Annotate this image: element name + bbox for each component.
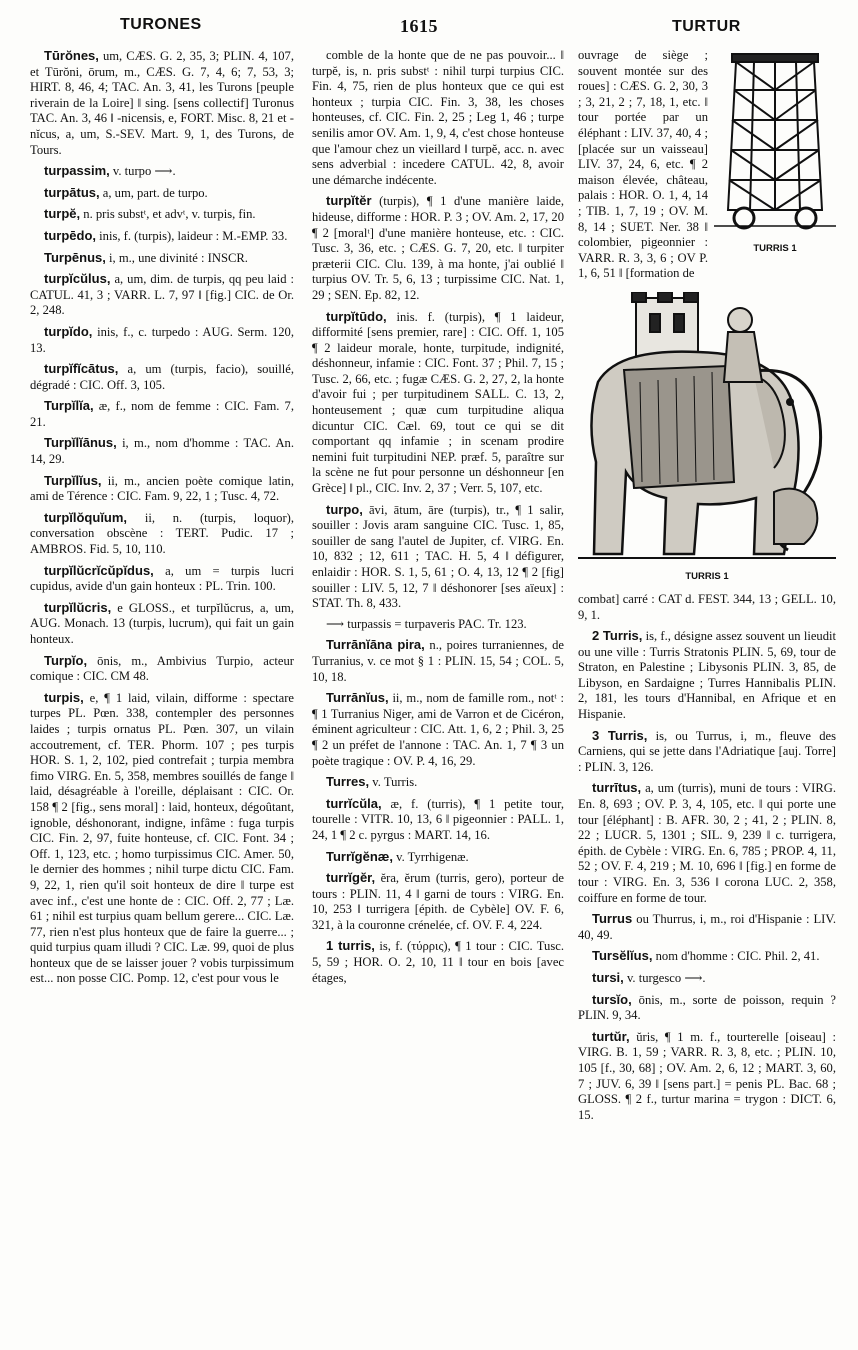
figure-caption-big: TURRIS 1 [685, 570, 729, 582]
dictionary-entry [578, 1029, 836, 1124]
entry-definition: ōnis, m., sorte de poisson, requin ? PLIN. 9, 34. [578, 992, 836, 1023]
entry-headword: turpĭlŭcrĭcŭpĭdus, [44, 562, 154, 578]
entry-headword: Turres, [326, 774, 370, 790]
entry-definition: is, ou Turrus, i, m., fleuve des Carniens, qui se jette dans l'Adriatique [auj. Torre] : PLIN. 3, 126. [578, 728, 836, 774]
dictionary-entry [30, 563, 294, 595]
entry-headword: turtŭr, [592, 1028, 630, 1044]
entry-headword: Turpĭlĭa, [44, 398, 94, 414]
entry-definition: ōnis, m., Ambivius Turpio, acteur comique : CIC. CM 48. [30, 653, 294, 684]
entry-headword: turrītus, [592, 780, 642, 796]
column-3-entries [578, 628, 836, 1123]
header-left-guideword: TURONES [120, 16, 202, 33]
entry-headword: turpĭfĭcātus, [44, 361, 119, 377]
dictionary-entry [578, 911, 836, 943]
entry-headword: Turpĭlĭus, [44, 472, 102, 488]
entry-definition: a, um (turris), muni de tours : VIRG. En. 8, 693 ; OV. P. 3, 4, 105, etc. ‖ qui porte une tour [éléphant] : B. AFR. 30, 2 ; 41, 2 ; PLIN. 8, 22 ; LUCR. 5, 1301 ; SIL. 9, 239 ‖ c. turrigera, épith. de Cybèle : VIRG. En. 6, 785 ; PROP. 4, 11, 52 ; OV. F. 4, 219 ; M. 10, 696 ‖ [fig.] en forme de tour : VIRG. En. 3, 536 ‖ corona LUC. 2, 358, coiffure en forme de tour. [578, 781, 836, 905]
entry-headword: Tursĕlĭus, [592, 948, 653, 964]
dictionary-entry [30, 163, 294, 180]
dictionary-entry [30, 206, 294, 223]
dictionary-entry [312, 637, 564, 685]
entry-definition: is, f. (τύρρις), ¶ 1 tour : CIC. Tusc. 5, 59 ; HOR. O. 2, 10, 11 ‖ tour en bois [avec étages, [312, 939, 564, 985]
entry-headword: turrĭcŭla, [326, 795, 382, 811]
entry-definition: a, um = turpis lucri cupidus, avide d'un gain honteux : PL. Trin. 100. [30, 563, 294, 594]
dictionary-entry [30, 653, 294, 685]
page-number: 1615 [400, 16, 438, 36]
entry-headword: turpēdo, [44, 227, 96, 243]
entry-headword: Turpēnus, [44, 249, 106, 265]
entry-definition: i, m., une divinité : INSCR. [109, 250, 248, 265]
entry-headword: 2 Turris, [592, 628, 643, 644]
entry-definition: a, um (turpis, facio), souillé, dégradé : CIC. Off. 3, 105. [30, 362, 294, 392]
entry-headword: turpĭlŏquĭum, [44, 509, 128, 525]
dictionary-entry [312, 938, 564, 986]
entry-definition: a, um, dim. de turpis, qq peu laid : CATUL. 41, 3 ; VARR. L. 7, 97 ‖ [fig.] CIC. de Or. 2, 248. [30, 272, 294, 318]
dictionary-entry [312, 849, 564, 866]
header-right-guideword: TURTUR [672, 18, 741, 35]
dictionary-entry [30, 361, 294, 393]
column-3-after-figure: combat] carré : CAT d. FEST. 344, 13 ; GELL. 10, 9, 1. [578, 591, 836, 622]
column-3 [578, 48, 836, 1340]
dictionary-entry [312, 617, 564, 633]
entry-definition: v. turgesco ⟶. [626, 970, 706, 985]
entry-headword: turpĭcŭlus, [44, 271, 111, 287]
entry-definition: æ, f. (turris), ¶ 1 petite tour, tourelle : VITR. 10, 13, 6 ‖ pigeonnier : PALL. 1, 24, 1 ¶ 2 c. pyrgus : MART. 14, 16. [312, 796, 564, 842]
entry-headword: turrĭgĕr, [326, 870, 376, 886]
entry-definition: i, m., nom d'homme : TAC. An. 14, 29. [30, 436, 294, 467]
dictionary-entry [312, 870, 564, 933]
entry-headword: Turrĭgĕnæ, [326, 848, 393, 864]
entry-definition: v. Turris. [372, 775, 418, 790]
dictionary-entry [312, 193, 564, 303]
entry-headword: Turrānĭāna pira, [326, 637, 425, 653]
entry-definition: n., poires turraniennes, de Turranius, v. ce mot § 1 : PLIN. 15, 54 ; COL. 5, 10, 18. [312, 638, 564, 684]
entry-headword: turpassim, [44, 163, 110, 179]
entry-definition: is, f., désigne assez souvent un lieudit ou une ville : Turris Stratonis PLIN. 5, 69, tour de Straton, en Palestine ; Libysonis PLIN. 3, 85, de Libyson, en Sardaigne ; Turres Hannibalis PLIN. 2, 181, les tours d'Hannibal, en Afrique et en Hispanie. [578, 629, 836, 722]
elephant-tower-illustration [578, 292, 836, 584]
entry-headword: turpo, [326, 501, 363, 517]
column-2 [312, 48, 564, 1340]
dictionary-entry [30, 271, 294, 319]
entry-headword: tursĭo, [592, 991, 632, 1007]
column-3-continuation: ouvrage de siège ; souvent montée sur des roues] : CÆS. G. 2, 30, 3 ; 3, 21, 2 ; 7, 18, 1, etc. ‖ tour portée par un éléphant : LIV. 37, 40, 4 ; [placée sur un vaisseau] LIV. 37, 24, 6, etc. ¶ 2 maison élevée, château, palais : HOR. O. 1, 4, 14 ; TIB. 1, 7, 19 ; OV. M. 8, 14 ; SUET. Ner. 38 ‖ colombier, pigeonnier : VARR. R. 3, 3, 6 ; OV P. 1, 6, 51 ‖ [formation de [578, 48, 708, 281]
dictionary-entry [312, 774, 564, 791]
entry-definition: ĕra, ĕrum (turris, gero), porteur de tours : PLIN. 11, 4 ‖ garni de tours : VIRG. En. 10, 253 ‖ turrigera [épith. de Cybèle] OV. F. 6, 321, à la couronne crénelée, cf. OV. F. 4, 224. [312, 871, 564, 932]
entry-headword: turpĕ, [44, 206, 81, 222]
dictionary-entry [578, 992, 836, 1024]
siege-tower-icon [714, 50, 836, 236]
entry-headword: Turrānĭus, [326, 690, 389, 706]
dictionary-entry [30, 185, 294, 202]
entry-headword: turpĭtĕr [326, 193, 372, 209]
figure-caption-small: TURRIS 1 [753, 242, 797, 254]
dictionary-entry [312, 309, 564, 497]
dictionary-entry [578, 948, 836, 965]
entry-headword: turpātus, [44, 184, 100, 200]
entry-headword: Tūrŏnes, [44, 48, 99, 63]
entry-definition: inis, f., c. turpedo : AUG. Serm. 120, 13. [30, 324, 294, 355]
entry-definition: ou Thurrus, i, m., roi d'Hispanie : LIV. 40, 49. [578, 912, 836, 942]
dictionary-entry [30, 324, 294, 356]
dictionary-entry [578, 628, 836, 723]
entry-definition: n. pris substᵗ, et advᵗ, v. turpis, fin. [83, 207, 256, 222]
entry-headword: Turpĭlĭānus, [44, 435, 117, 451]
entry-definition: nom d'homme : CIC. Phil. 2, 41. [655, 949, 820, 964]
dictionary-entry [30, 690, 294, 987]
entry-definition: ŭris, ¶ 1 m. f., tourterelle [oiseau] : VIRG. B. 1, 59 ; VARR. R. 3, 8, etc. ; PLIN. 10, 105 [f., 30, 68] ; OV. Am. 2, 6, 12 ; MART. 3, 60, 7 ; JUV. 6, 39 ‖ [sens part.] = penis PL. Bac. 68 ; GLOSS. ¶ 2 f., turtur marina = trygon : DICT. 6, 15. [578, 1029, 836, 1122]
entry-headword: Turpĭo, [44, 652, 88, 668]
entry-definition: um, CÆS. G. 2, 35, 3; PLIN. 4, 107, et Tūrŏni, ōrum, m., CÆS. G. 7, 4, 6; 7, 53, 3; HIRT. 8, 46, 4; TAC. An. 3, 41, les Turons [peuple riverain de la Loire] ‖ sing. [sens collectif] Turonus TAC. An. 3, 46 ‖ -nicensis, e, FORT. Misc. 8, 21 et -nĭcus, a, um, S.-SEV. Mart. 9, 1, des Turons, de Tours. [30, 49, 294, 157]
dictionary-entry [30, 398, 294, 430]
entry-headword: turpĭtūdo, [326, 308, 387, 324]
entry-headword: tursi, [592, 969, 624, 985]
entry-definition: comble de la honte que de ne pas pouvoir... ‖ turpĕ, is, n. pris substᵗ : nihil turpi turpius CIC. Fin. 4, 75, rien de plus honteux que ce qui est honteux ; turpia CIC. Fin. 3, 38, les choses honteuses, cf. CIC. Fin. 2, 25 ; Leg 1, 46 ; turpe senilis amor OV. Am. 1, 9, 4, c'est chose honteuse que l'amour chez un vieillard ‖ turpĕ, acc. n. avec sens adverbial : incedere CATUL. 42, 8, avoir une démarche indécente. [312, 48, 564, 187]
dictionary-entry [30, 510, 294, 558]
dictionary-entry [30, 600, 294, 648]
entry-definition: a, um, part. de turpo. [102, 185, 208, 200]
entry-definition: v. Tyrrhigenæ. [396, 849, 469, 864]
tower-illustration-small [714, 50, 836, 254]
entry-headword: Turrus [592, 911, 633, 927]
entry-definition: ii, m., ancien poète comique latin, ami de Térence : CIC. Fam. 9, 22, 1 ; Tusc. 4, 72. [30, 473, 294, 504]
dictionary-entry [578, 780, 836, 906]
entry-definition: inis. f. (turpis), ¶ 1 laideur, difformité [sens premier, rare] : CIC. Off. 1, 105 ¶ 2 laideur morale, honte, turpitude, indignité, déshonneur, infamie : CIC. Font. 37 ; Phil. 7, 15 ; Tusc. 2, 66, etc. ; fugæ CÆS. G. 2, 27, 2, la honte d'avoir fui ; per turpitudinem SALL. C. 13, 2, honteusement ; quæ cum turpitudine aliqua dicuntur CIC. Cæl. 69, tout ce qui se dit comportant qq infamie ; in scenam prodire nemini fuit turpitudini NEP. præf. 5, paraître sur la scène ne fut pour personne un déshonneur [en Grèce] ‖ pl., CIC. Inv. 2, 37 ; Verr. 5, 107, etc. [312, 309, 564, 496]
entry-definition: ⟶ turpassis = turpaveris PAC. Tr. 123. [326, 616, 527, 631]
entry-definition: ii, n. (turpis, loquor), conversation obscène : TERT. Pudic. 17 ; AMBROS. Fid. 5, 10, 110. [30, 510, 294, 557]
dictionary-entry [312, 690, 564, 769]
dictionary-entry [30, 228, 294, 245]
entry-headword: turpĭdo, [44, 323, 93, 339]
entry-definition: inis, f. (turpis), laideur : M.-EMP. 33. [99, 228, 288, 243]
entry-headword: turpis, [44, 689, 84, 705]
column-1 [30, 48, 294, 1340]
entry-definition: æ, f., nom de femme : CIC. Fam. 7, 21. [30, 399, 294, 429]
dictionary-entry [578, 728, 836, 776]
entry-headword: turpĭlŭcris, [44, 599, 112, 615]
dictionary-entry [30, 473, 294, 505]
entry-definition: e, ¶ 1 laid, vilain, difforme : spectare turpes PL. Pœn. 338, contempler des personnes laides ; turpis ornatus PL. Pœn. 307, un vilain accoutrement, cf. TER. Phorm. 107 ; pes turpis HOR. S. 1, 2, 102, pied contrefait ; turpia membra fimo VIRG. En. 5, 358, membres souillés de fange ‖ laid, désagréable à l'oreille, déplaisant : CIC. Or. 158 ¶ 2 [fig., sens moral] : laid, honteux, dégoûtant, ignoble, déshonorant, indigne, infâme : fuga turpis CIC. Fin. 2, 97, fuite honteuse, cf. CIC. Font. 34 ; Off. 1, 123, etc. ; homo turpissimus CIC. Amer. 50, le dernier des hommes ; nihil turpe dictu CIC. Fam. 9, 22, 1, rien qu'il soit honteux de dire ‖ turpe est avec inf., c'est une honte de : CIC. Off. 2, 77 ; Læ. 61 ; nihil est turpius quam bellum gerere... CIC. Læ. 77, rien n'est plus honteux que de faire la guerre... ; quid turpius quam illudi ? CIC. Læ. 99, quoi de plus honteux que de se laisser jouer ? vobis turpissimum est... non posse CIC. Pomp. 12, c'est pour vous le [30, 690, 294, 986]
dictionary-entry [312, 502, 564, 612]
entry-definition: āvi, ātum, āre (turpis), tr., ¶ 1 salir, souiller : Jovis aram sanguine CIC. Tusc. 1, 85, souiller de sang l'autel de Jupiter, cf. VIRG. En. 10, 832 ; 12, 611 ; TAC. H. 5, 4 ‖ défigurer, enlaidir : HOR. S. 1, 5, 61 ; O. 4, 13, 12 ¶ 2 [fig] souiller : LIV. 5, 12, 7 ‖ déshonorer [ses aïeux] : STAT. Th. 8, 433. [312, 502, 564, 611]
war-elephant-icon [578, 292, 836, 564]
dictionary-entry [30, 435, 294, 467]
entry-headword: 3 Turris, [592, 727, 648, 743]
entry-definition: e GLOSS., et turpĭlŭcrus, a, um, AUG. Monach. 13 (turpis, lucrum), qui fait un gain honteux. [30, 600, 294, 646]
dictionary-entry [312, 796, 564, 844]
dictionary-entry [30, 250, 294, 267]
dictionary-entry [578, 970, 836, 987]
page-header [0, 8, 858, 42]
entry-definition: ii, m., nom de famille rom., notᵗ : ¶ 1 Turranius Niger, ami de Varron et de Cicéron, éminent agriculteur : CIC. Att. 1, 6, 2 ; Phil. 3, 25 ¶ 2 un préfet de l'annone : TAC. An. 1, 7 ¶ 3 un poète tragique : OV. P. 4, 16, 29. [312, 691, 564, 768]
entry-definition: v. turpo ⟶. [112, 164, 176, 179]
dictionary-entry [312, 48, 564, 188]
entry-headword: 1 turris, [326, 938, 375, 954]
dictionary-entry [30, 48, 294, 158]
entry-definition: (turpis), ¶ 1 d'une manière laide, hideuse, difforme : HOR. P. 3 ; OV. Am. 2, 17, 20 ¶ 2 [moralᵗ] d'une manière honteuse, etc. : CIC. Tusc. 3, 36, etc. ; CÆS. G. 7, 20, etc. ‖ turpiter præterii CIC. Clu. 139, à ma honte, j'ai oublié ‖ turpius OV. Tr. 5, 6, 13 ; turpissime CIC. Nat. 1, 29 ; SEN. Ep. 82, 12. [312, 194, 564, 302]
